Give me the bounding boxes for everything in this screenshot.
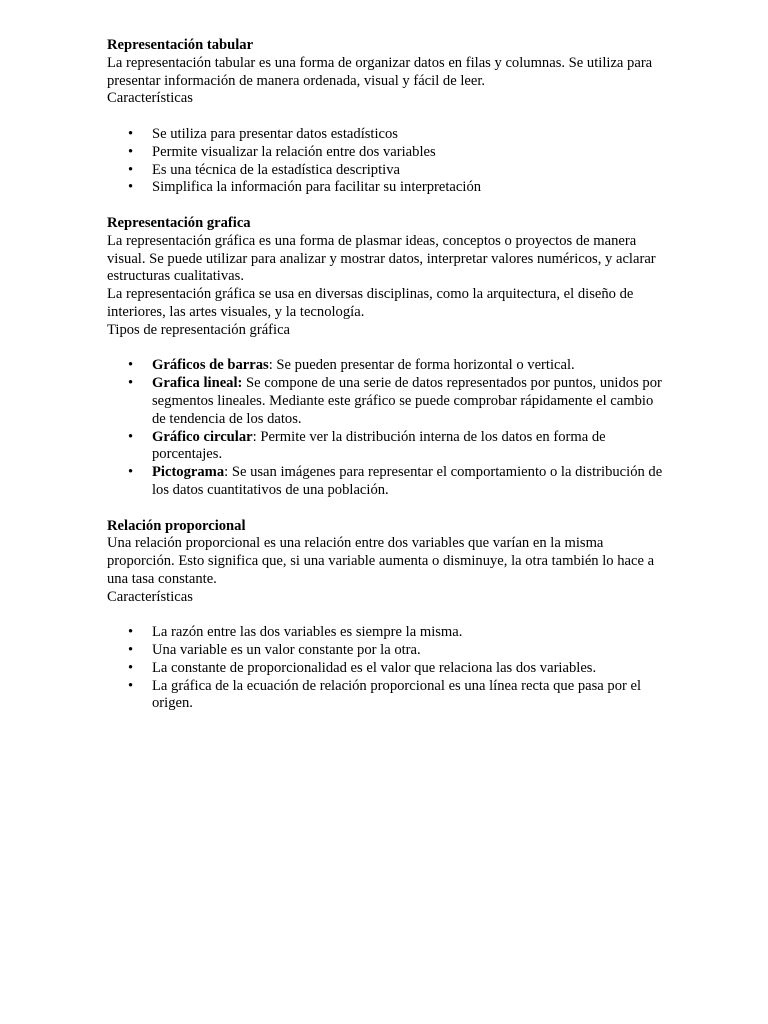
list-item-term: Pictograma [152, 464, 225, 481]
bullet-list [107, 357, 667, 499]
list-item [107, 624, 667, 642]
document-page [107, 37, 667, 713]
list-item [107, 642, 667, 660]
section-paragraph: La representación tabular es una forma de organizar datos en filas y columnas. Se utiliza para presentar información de manera ordenada, visual y fácil de leer. [107, 54, 653, 89]
section-paragraph: La representación gráfica se usa en diversas disciplinas, como la arquitectura, el diseño de interiores, las artes visuales, y la tecnología. [107, 286, 634, 320]
list-item [107, 126, 667, 144]
section-heading: Representación grafica [107, 214, 251, 231]
bullet-icon: • [128, 161, 134, 178]
section-grafica [107, 215, 667, 500]
bullet-list [107, 126, 667, 197]
spacer [107, 340, 667, 358]
bullet-icon: • [128, 624, 134, 641]
list-item [107, 162, 667, 180]
list-item [107, 660, 667, 678]
list-item [107, 678, 667, 714]
list-item [107, 144, 667, 162]
bullet-icon: • [128, 659, 134, 676]
bullet-icon: • [128, 428, 134, 445]
list-item-term: Gráfico circular [152, 428, 253, 445]
section-paragraph: Una relación proporcional es una relación entre dos variables que varían en la misma proporción. Esto significa que, si una variable aumenta o disminuye, la otra también lo hace a una tasa constante. [107, 535, 655, 587]
bullet-icon: • [128, 143, 134, 160]
list-item-text: Una variable es un valor constante por la otra. [152, 642, 421, 659]
bullet-icon: • [128, 375, 134, 392]
bullet-icon: • [128, 357, 134, 374]
spacer [107, 108, 667, 126]
bullet-icon: • [128, 464, 134, 481]
bullet-icon: • [128, 677, 134, 694]
bullet-icon: • [128, 179, 134, 196]
section-heading: Representación tabular [107, 37, 254, 53]
list-item-text: Se utiliza para presentar datos estadísticos [152, 125, 398, 142]
list-item [107, 357, 667, 375]
list-item-text: La gráfica de la ecuación de relación proporcional es una línea recta que pasa por el origen. [152, 677, 642, 712]
list-intro: Características [107, 90, 193, 107]
bullet-list [107, 624, 667, 713]
list-item [107, 429, 667, 465]
list-item-text: Simplifica la información para facilitar su interpretación [152, 179, 482, 196]
list-item [107, 375, 667, 428]
section-heading: Relación proporcional [107, 517, 246, 534]
list-item [107, 464, 667, 500]
bullet-icon: • [128, 125, 134, 142]
section-proporcional [107, 518, 667, 714]
bullet-icon: • [128, 642, 134, 659]
spacer [107, 500, 667, 518]
list-item-text: Es una técnica de la estadística descriptiva [152, 161, 400, 178]
spacer [107, 197, 667, 215]
list-item-text: Permite visualizar la relación entre dos variables [152, 143, 436, 160]
list-item-term: Grafica lineal: [152, 375, 243, 392]
list-intro: Características [107, 588, 193, 605]
list-intro: Tipos de representación gráfica [107, 321, 291, 338]
list-item-text: Se compone de una serie de datos representados por puntos, unidos por segmentos lineales. Mediante este gráfico se puede comprobar rápidamente el cambio de tendencia de los datos. [152, 375, 662, 427]
list-item-text: La constante de proporcionalidad es el valor que relaciona las dos variables. [152, 659, 597, 676]
list-item-text: : Se usan imágenes para representar el comportamiento o la distribución de los datos cuantitativos de una población. [152, 464, 663, 498]
section-tabular [107, 37, 667, 197]
spacer [107, 607, 667, 625]
section-paragraph: La representación gráfica es una forma de plasmar ideas, conceptos o proyectos de manera visual. Se puede utilizar para analizar y mostrar datos, interpretar valores numéricos, y aclarar estructuras cualitativas. [107, 232, 656, 285]
list-item [107, 179, 667, 197]
list-item-text: : Permite ver la distribución interna de los datos en forma de porcentajes. [152, 428, 606, 463]
list-item-text: La razón entre las dos variables es siempre la misma. [152, 624, 463, 641]
list-item-text: : Se pueden presentar de forma horizontal o vertical. [268, 357, 575, 374]
list-item-term: Gráficos de barras [152, 357, 269, 374]
